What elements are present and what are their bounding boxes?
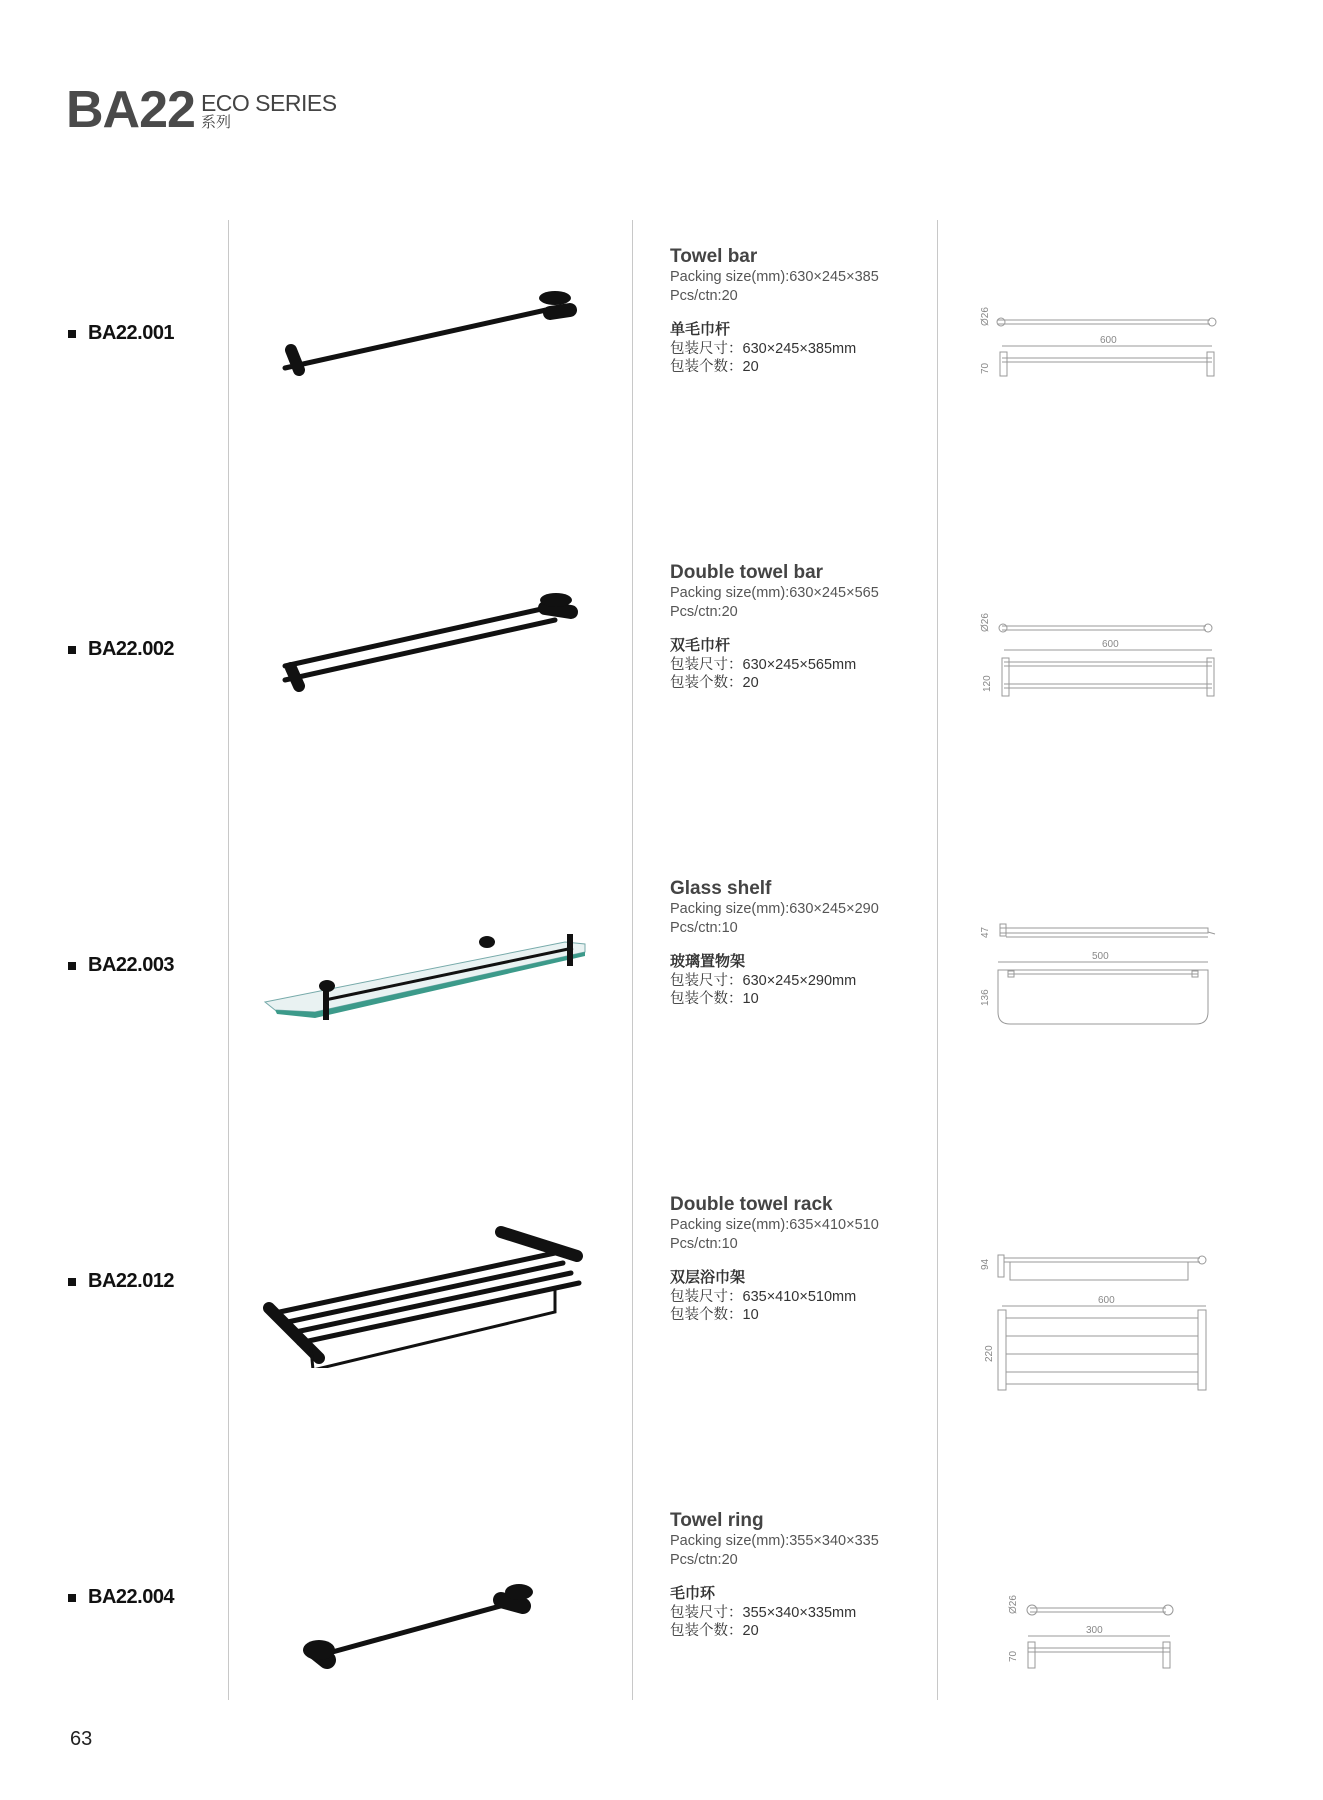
product-info [670, 1194, 960, 1324]
packing-size-cn: 包装尺寸：635×410×510mm [670, 1289, 857, 1305]
product-code: BA22.004 [68, 1586, 174, 1609]
towel-ring-drawing [970, 1514, 1240, 1714]
bullet-icon [68, 1594, 76, 1602]
svg-text:94: 94 [980, 1258, 991, 1270]
product-name-cn: 双层浴巾架 [670, 1269, 746, 1286]
series-name: ECO SERIES [200, 90, 337, 116]
packing-size: Packing size(mm):630×245×290 [670, 901, 879, 917]
svg-text:220: 220 [984, 1345, 995, 1362]
product-code: BA22.001 [68, 322, 174, 345]
page-header [66, 82, 337, 138]
svg-text:Ø26: Ø26 [980, 307, 991, 326]
svg-text:Ø26: Ø26 [1008, 1595, 1019, 1614]
packing-size-cn: 包装尺寸：630×245×385mm [670, 341, 857, 357]
packing-size: Packing size(mm):630×245×565 [670, 585, 879, 601]
pcs-per-carton: Pcs/ctn:10 [670, 1236, 738, 1252]
bullet-icon [68, 646, 76, 654]
svg-text:600: 600 [1102, 639, 1119, 650]
bullet-icon [68, 330, 76, 338]
product-row [0, 536, 1323, 852]
svg-text:136: 136 [980, 989, 991, 1006]
series-code: BA22 [66, 81, 195, 139]
product-name: Glass shelf [670, 878, 772, 899]
product-row [0, 852, 1323, 1168]
product-name-cn: 玻璃置物架 [670, 953, 746, 970]
towel-bar-image [255, 240, 595, 420]
packing-size: Packing size(mm):635×410×510 [670, 1217, 879, 1233]
product-name: Towel bar [670, 246, 758, 267]
double-towel-bar-drawing [970, 566, 1240, 766]
product-code: BA22.002 [68, 638, 174, 661]
glass-shelf-drawing [970, 882, 1240, 1082]
packing-size-cn: 包装尺寸：630×245×565mm [670, 657, 857, 673]
towel-bar-drawing [970, 250, 1240, 450]
product-name-cn: 双毛巾杆 [670, 637, 731, 654]
double-towel-rack-drawing [970, 1198, 1240, 1398]
glass-shelf-image [255, 872, 595, 1052]
double-towel-bar-image [255, 556, 595, 736]
product-name-cn: 毛巾环 [670, 1585, 716, 1602]
product-info [670, 878, 960, 1008]
svg-text:Ø26: Ø26 [980, 613, 991, 632]
product-row [0, 1168, 1323, 1484]
pcs-per-carton-cn: 包装个数：20 [670, 359, 759, 375]
packing-size: Packing size(mm):355×340×335 [670, 1533, 879, 1549]
pcs-per-carton-cn: 包装个数：10 [670, 1307, 759, 1323]
svg-text:300: 300 [1086, 1625, 1103, 1636]
svg-text:500: 500 [1092, 951, 1109, 962]
packing-size-cn: 包装尺寸：630×245×290mm [670, 973, 857, 989]
pcs-per-carton: Pcs/ctn:20 [670, 288, 738, 304]
product-name-cn: 单毛巾杆 [670, 321, 731, 338]
series-name-cn: 系列 [200, 114, 231, 131]
pcs-per-carton-cn: 包装个数：10 [670, 991, 759, 1007]
svg-text:600: 600 [1098, 1295, 1115, 1306]
packing-size-cn: 包装尺寸：355×340×335mm [670, 1605, 857, 1621]
product-code: BA22.003 [68, 954, 174, 977]
product-name: Towel ring [670, 1510, 764, 1531]
page-number: 63 [70, 1728, 93, 1750]
svg-text:70: 70 [980, 362, 991, 374]
bullet-icon [68, 1278, 76, 1286]
product-row [0, 220, 1323, 536]
towel-ring-image [255, 1504, 595, 1684]
pcs-per-carton-cn: 包装个数：20 [670, 675, 759, 691]
double-towel-rack-image [255, 1188, 595, 1368]
packing-size: Packing size(mm):630×245×385 [670, 269, 879, 285]
pcs-per-carton: Pcs/ctn:20 [670, 1552, 738, 1568]
bullet-icon [68, 962, 76, 970]
product-info [670, 562, 960, 692]
svg-text:600: 600 [1100, 335, 1117, 346]
pcs-per-carton: Pcs/ctn:10 [670, 920, 738, 936]
pcs-per-carton-cn: 包装个数：20 [670, 1623, 759, 1639]
product-code: BA22.012 [68, 1270, 174, 1293]
product-name: Double towel rack [670, 1194, 833, 1215]
product-info [670, 1510, 960, 1640]
series-label [201, 91, 337, 131]
product-row [0, 1484, 1323, 1800]
svg-text:70: 70 [1008, 1650, 1019, 1662]
svg-text:120: 120 [982, 675, 993, 692]
product-name: Double towel bar [670, 562, 824, 583]
pcs-per-carton: Pcs/ctn:20 [670, 604, 738, 620]
svg-text:47: 47 [980, 926, 991, 938]
product-info [670, 246, 960, 376]
